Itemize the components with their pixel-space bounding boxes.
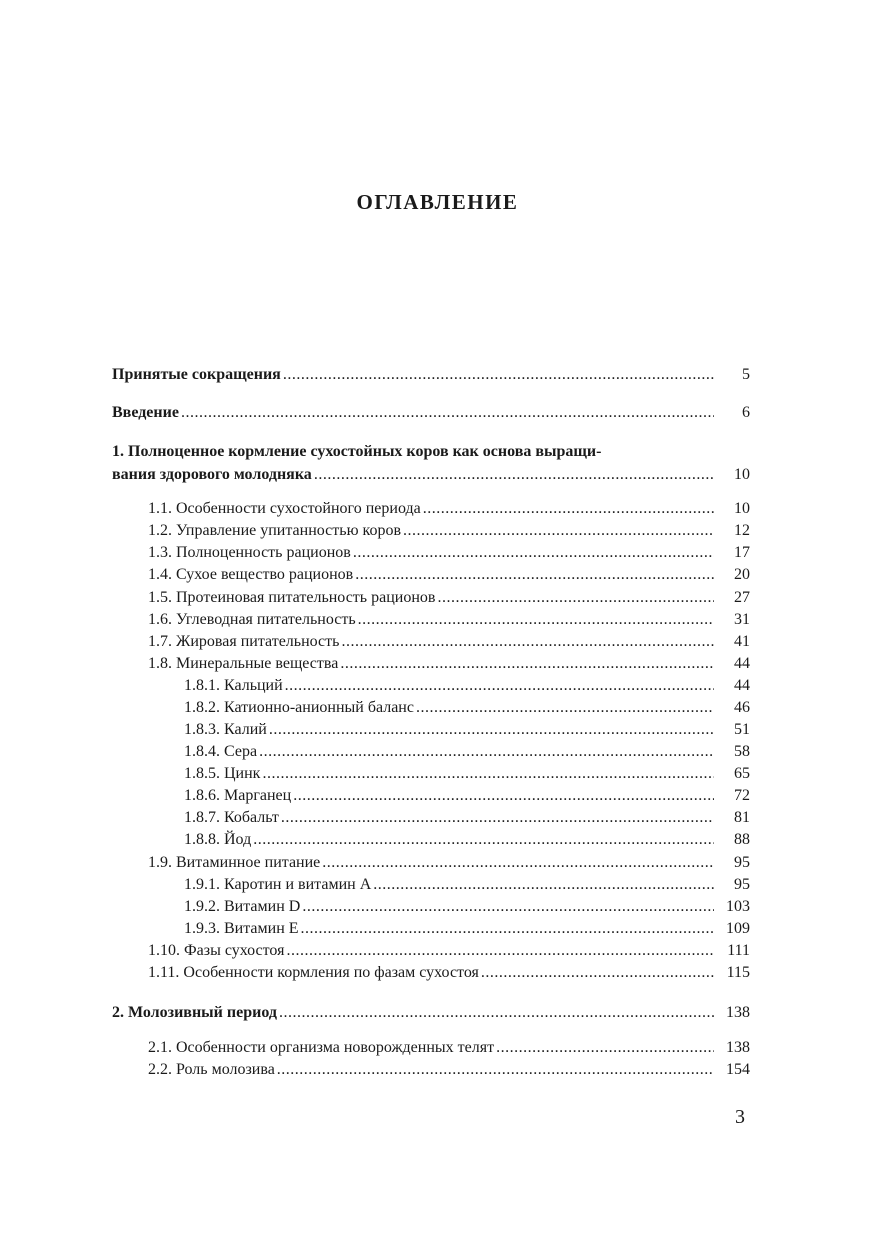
dot-leader [283,364,714,386]
toc-entry-1-5[interactable] [112,587,750,609]
toc-label: 1.8.7. Кобальт [184,809,279,826]
toc-page: 95 [734,876,750,893]
toc-entry-1-6[interactable] [112,609,750,631]
toc-entry-abbreviations[interactable] [112,364,750,386]
toc-label: 1.8.8. Йод [184,831,252,848]
toc-label: 1.8.4. Сера [184,743,258,760]
toc-chapter1-line1: 1. Полноценное кормление сухостойных коров как основа выращи- [112,443,602,460]
toc-page: 10 [734,466,750,483]
toc-page: 41 [734,633,750,650]
dot-leader [373,874,714,896]
toc-label: 1.5. Протеиновая питательность рационов [148,589,436,606]
toc-label: 2. Молозивный период [112,1004,277,1021]
toc-entry-1-2[interactable] [112,520,750,542]
toc-entry-1-7[interactable] [112,631,750,653]
toc-page: 20 [734,566,750,583]
toc-page: 31 [734,611,750,628]
dot-leader [481,962,714,984]
toc-entry-1-1[interactable] [112,498,750,520]
toc-label: 1.9.3. Витамин Е [184,920,299,937]
toc-page: 88 [734,831,750,848]
toc-label: Принятые сокращения [112,366,281,383]
dot-leader [259,741,714,763]
toc-page: 103 [726,898,750,915]
dot-leader [293,785,714,807]
toc-entry-1-11[interactable] [112,962,750,984]
toc-entry-1-8-1[interactable] [112,675,750,697]
toc-label: 1.3. Полноценность рационов [148,544,351,561]
toc-entry-1-9[interactable] [112,852,750,874]
dot-leader [181,402,714,424]
toc-label: 1.9. Витаминное питание [148,854,321,871]
dot-leader [302,896,714,918]
toc-page: 10 [734,500,750,517]
toc-page: 72 [734,787,750,804]
toc-entry-2-1[interactable] [112,1037,750,1059]
toc-page: 51 [734,721,750,738]
toc-page: 154 [726,1061,750,1078]
toc-entry-1-10[interactable] [112,940,750,962]
dot-leader [281,807,714,829]
toc-entry-1-8-2[interactable] [112,697,750,719]
dot-leader [314,464,714,486]
toc-page: 115 [726,964,750,981]
dot-leader [340,653,714,675]
toc-page: 58 [734,743,750,760]
toc-entry-1-9-2[interactable] [112,896,750,918]
toc-entry-2-2[interactable] [112,1059,750,1081]
dot-leader [358,609,714,631]
toc-entry-1-4[interactable] [112,564,750,586]
toc-entry-chapter2[interactable] [112,1002,750,1024]
toc-entry-1-9-3[interactable] [112,918,750,940]
toc-label: 2.2. Роль молозива [148,1061,275,1078]
toc-label: 1.8.2. Катионно-анионный баланс [184,699,414,716]
toc-page: 109 [726,920,750,937]
dot-leader [341,631,714,653]
toc-page: 65 [734,765,750,782]
toc-label: 1.4. Сухое вещество рационов [148,566,354,583]
toc-label: 1.8.3. Калий [184,721,267,738]
dot-leader [496,1037,714,1059]
toc-label: Введение [112,404,179,421]
toc-page: 95 [734,854,750,871]
dot-leader [269,719,714,741]
toc-page: 111 [727,942,750,959]
page-title: ОГЛАВЛЕНИЕ [356,190,519,214]
dot-leader [403,520,714,542]
toc-entry-1-3[interactable] [112,542,750,564]
toc-label: 1.9.1. Каротин и витамин А [184,876,372,893]
page-number: 3 [735,1106,745,1128]
toc-entry-1-8-8[interactable] [112,829,750,851]
toc-entry-1-8-5[interactable] [112,763,750,785]
toc-label: 1.9.2. Витамин D [184,898,301,915]
dot-leader [355,564,714,586]
dot-leader [353,542,714,564]
dot-leader [253,829,714,851]
toc-label: 1.8.1. Кальций [184,677,283,694]
toc-page: 6 [742,404,750,421]
dot-leader [416,697,714,719]
toc-label: 1.8. Минеральные вещества [148,655,339,672]
dot-leader [423,498,714,520]
toc-page: 5 [742,366,750,383]
toc-page: 17 [734,544,750,561]
dot-leader [277,1059,714,1081]
toc-label: 1.11. Особенности кормления по фазам сухостоя [148,964,479,981]
toc-entry-1-8-3[interactable] [112,719,750,741]
toc-label: 1.6. Углеводная питательность [148,611,356,628]
dot-leader [301,918,714,940]
toc-page: 27 [734,589,750,606]
toc-page: 44 [734,677,750,694]
toc-page: 81 [734,809,750,826]
toc-label: 1.1. Особенности сухостойного периода [148,500,421,517]
toc-entry-1-8-4[interactable] [112,741,750,763]
toc-entry-1-8-7[interactable] [112,807,750,829]
toc-entry-chapter1[interactable] [112,464,750,486]
toc-entry-1-8[interactable] [112,653,750,675]
toc-label: 1.7. Жировая питательность [148,633,340,650]
toc-label: 1.8.6. Марганец [184,787,292,804]
toc-page: 46 [734,699,750,716]
toc-entry-1-8-6[interactable] [112,785,750,807]
dot-leader [437,587,714,609]
dot-leader [322,852,714,874]
toc-label: 2.1. Особенности организма новорожденных телят [148,1039,495,1056]
toc-page: 138 [726,1004,750,1021]
toc-page: 44 [734,655,750,672]
toc-page: 12 [734,522,750,539]
dot-leader [286,940,714,962]
dot-leader [262,763,714,785]
toc-label: 1.2. Управление упитанностью коров [148,522,402,539]
toc-label: 1.8.5. Цинк [184,765,261,782]
dot-leader [285,675,714,697]
toc-label: 1.10. Фазы сухостоя [148,942,285,959]
toc-label: вания здорового молодняка [112,466,312,483]
toc-entry-introduction[interactable] [112,402,750,424]
toc-page: 138 [726,1039,750,1056]
dot-leader [279,1002,714,1024]
toc-entry-1-9-1[interactable] [112,874,750,896]
